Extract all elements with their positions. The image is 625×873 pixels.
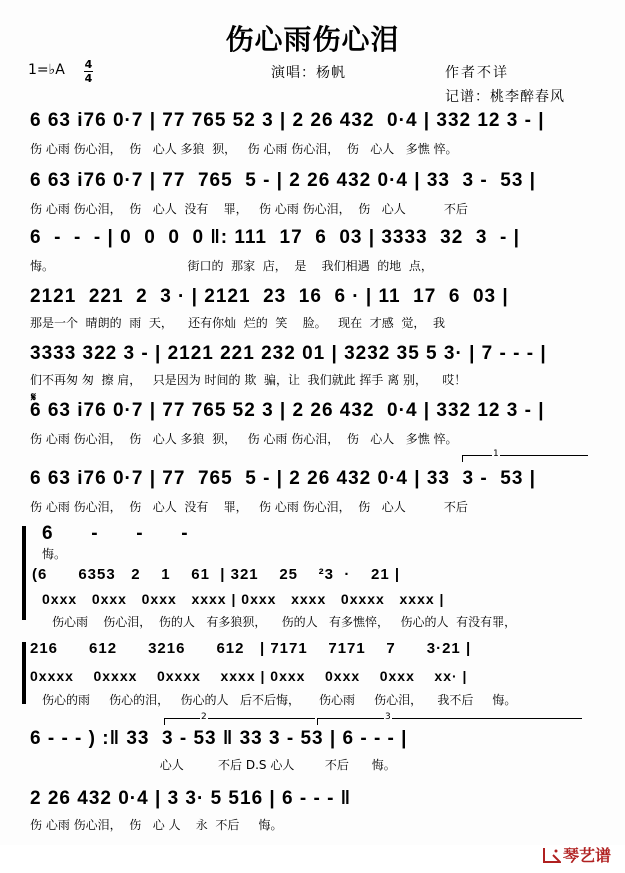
singer: 演唱：杨帆 <box>271 65 346 81</box>
watermark-text: 琴艺谱 <box>562 846 611 865</box>
notes-line: 6 - - - ) :‖ 33 3 - 53 ‖ 33 3 - 53 | 6 - - - | <box>30 728 408 749</box>
rhythm-line: 0xxxx 0xxxx 0xxxx xxxx | 0xxx 0xxx 0xxx xx· | <box>30 668 468 684</box>
lyrics-line: 悔。 街口的 那家 店， 是 我们相遇 的地 点， <box>30 259 433 273</box>
composer: 作者不详 <box>445 65 509 81</box>
time-sig-top: 4 <box>84 58 93 71</box>
watermark <box>543 843 611 866</box>
lyrics-line: 那是一个 晴朗的 雨 天， 还有你灿 烂的 笑 脸。 现在 才感 觉， 我 <box>30 316 445 330</box>
notes-line: 6 - - - | 0 0 0 0 ‖: 111 17 6 03 | 3333 32 3 - | <box>30 227 520 248</box>
melody-lyrics: 悔。 <box>42 547 67 561</box>
qinyipu-logo-icon <box>543 847 561 863</box>
lyrics-line: 伤 心雨 伤心泪， 伤 心人 多狼 狈， 伤 心雨 伤心泪， 伤 心人 多憔 悴。 <box>30 142 458 156</box>
accompaniment-line: 216 612 3216 612 | 7171 7171 7 3·21 | <box>30 640 472 657</box>
time-signature <box>84 59 93 84</box>
melody-line: 6 - - - <box>42 523 189 544</box>
volta-number: 2 <box>201 712 207 722</box>
lyrics-line: 伤 心雨 伤心泪， 伤 心人 没有 罪， 伤 心雨 伤心泪， 伤 心人 不后 <box>30 202 468 216</box>
segno-icon: 𝄋 <box>31 390 37 404</box>
system-bracket <box>22 642 26 704</box>
volta-number: 1 <box>493 449 499 459</box>
time-sig-bottom: 4 <box>84 72 93 85</box>
volta-bracket-2 <box>164 718 315 725</box>
accompaniment-line: (6 6353 2 1 61 | 321 25 ²3 · 21 | <box>32 566 401 583</box>
system-bracket <box>22 526 26 620</box>
rhythm-lyrics: 伤心雨 伤心泪， 伤的人 有多狼狈， 伤的人 有多憔悴， 伤心的人 有没有罪， <box>52 615 517 629</box>
notes-line: 2121 221 2 3 · | 2121 23 16 6 · | 11 17 6 03 | <box>30 286 509 307</box>
song-title: 伤心雨伤心泪 <box>225 23 400 56</box>
notes-line: 3333 322 3 - | 2121 221 232 01 | 3232 35 5 3· | 7 - - - | <box>30 343 547 364</box>
volta-bracket-1 <box>462 455 588 462</box>
notes-line: 6 63 i76 0·7 | 77 765 52 3 | 2 26 432 0·4 | 332 12 3 - | <box>30 110 545 131</box>
notes-line: 2 26 432 0·4 | 3 3· 5 516 | 6 - - - ‖ <box>30 788 352 809</box>
rhythm-lyrics: 伤心的雨 伤心的泪， 伤心的人 后不后悔， 伤心雨 伤心泪， 我不后 悔。 <box>42 693 517 707</box>
lyrics-line: 心人 不后 D.S 心人 不后 悔。 <box>30 758 396 772</box>
key-signature: 1=♭A <box>28 62 65 78</box>
lyrics-line: 伤 心雨 伤心泪， 伤 心人 没有 罪， 伤 心雨 伤心泪， 伤 心人 不后 <box>30 500 468 514</box>
rhythm-line: 0xxx 0xxx 0xxx xxxx | 0xxx xxxx 0xxxx xxxx | <box>42 591 445 607</box>
volta-number: 3 <box>385 712 391 722</box>
transcriber: 记谱：桃李醉春风 <box>445 89 565 105</box>
notes-line: 6 63 i76 0·7 | 77 765 5 - | 2 26 432 0·4 | 33 3 - 53 | <box>30 468 537 489</box>
lyrics-line: 伤 心雨 伤心泪， 伤 心人 多狼 狈， 伤 心雨 伤心泪， 伤 心人 多憔 悴。 <box>30 432 458 446</box>
notes-line: 6 63 i76 0·7 | 77 765 52 3 | 2 26 432 0·4 | 332 12 3 - | <box>30 400 545 421</box>
notes-line: 6 63 i76 0·7 | 77 765 5 - | 2 26 432 0·4 | 33 3 - 53 | <box>30 170 537 191</box>
volta-bracket-3 <box>317 718 582 725</box>
lyrics-line: 伤 心雨 伤心泪， 伤 心 人 永 不后 悔。 <box>30 818 283 832</box>
lyrics-line: 们不再匆 匆 擦 肩， 只是因为 时间的 欺 骗，让 我们就此 挥手 离 别， 哎！ <box>30 373 467 387</box>
